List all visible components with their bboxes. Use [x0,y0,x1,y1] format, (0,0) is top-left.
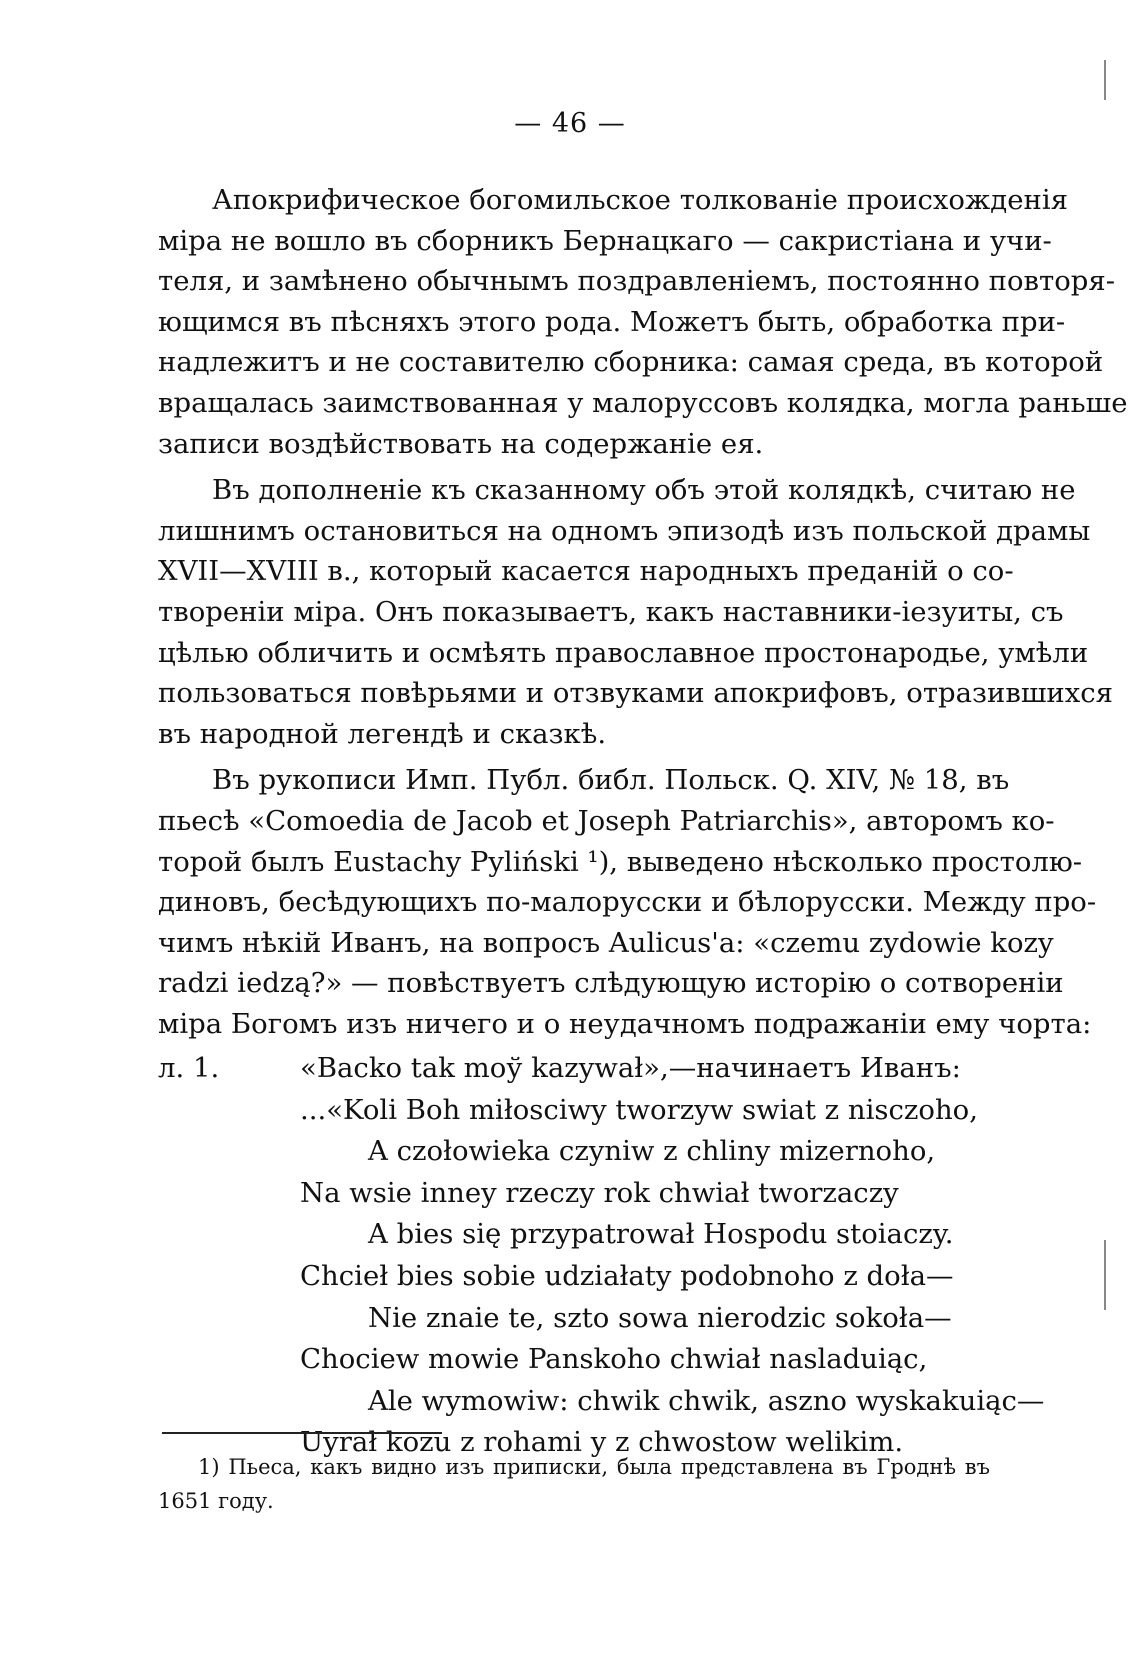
footnote [158,1450,990,1518]
text-line: твореніи міра. Онъ показываетъ, какъ наставники-іезуиты, съ [158,595,1064,628]
text-line: вращалась заимствованная у малоруссовъ колядка, могла раньше [158,386,1128,419]
text-line: записи воздѣйствовать на содержаніе ея. [158,427,764,460]
verse-line: A czołowieka czyniw z chliny mizernoho, [368,1135,936,1168]
text-line: чимъ нѣкій Иванъ, на вопросъ Aulicus'а: «czemu zydowie kozy [158,926,1054,959]
scan-edge-mark [1104,1240,1106,1310]
page-number: — 46 — [514,108,626,139]
text-line: теля, и замѣнено обычнымъ поздравленіемъ, постоянно повторя- [158,265,1116,298]
text-line: Въ дополненіе къ сказанному объ этой колядкѣ, считаю не [212,474,1076,507]
paragraph [158,180,1128,464]
text-line: ющимся въ пѣсняхъ этого рода. Можетъ быть, обработка при- [158,305,1066,338]
text-line: XVII—XVIII в., который касается народныхъ преданій о со- [158,555,1014,588]
paragraph [158,470,1113,754]
scan-edge-mark [1104,60,1106,100]
text-line: пьесѣ «Comoedia de Jacob et Joseph Patriarchis», авторомъ ко- [158,804,1055,837]
verse-line: Na wsie inney rzeczy rok chwiał tworzaczy [300,1176,899,1209]
text-line: лишнимъ остановиться на одномъ эпизодѣ изъ польской драмы [158,514,1091,547]
text-line: цѣлью обличить и осмѣять православное простонародье, умѣли [158,636,1089,669]
verse-line: Nie znaie te, szto sowa nierodzic sokoła— [368,1301,952,1334]
body-text [158,180,1128,1050]
text-line: radzi iedzą?» — повѣствуетъ слѣдующую исторію о сотвореніи [158,967,1064,1000]
verse-lines [300,1048,1045,1464]
text-line: міра Богомъ изъ ничего и о неудачномъ подражаніи ему чорта: [158,1007,1092,1040]
text-line: пользоваться повѣрьями и отзвуками апокрифовъ, отразившихся [158,677,1113,710]
verse-line: ...«Koli Boh miłosciwy tworzyw swiat z nisczoho, [300,1093,978,1126]
text-line: надлежитъ и не составителю сборника: самая среда, въ которой [158,346,1104,379]
verse-line: Chociew mowie Panskoho chwiał nasladuiąc, [300,1343,928,1376]
verse-line: Ale wymowiw: chwik chwik, aszno wyskakuiąc— [368,1384,1045,1417]
text-line: торой былъ Eustachy Pyliński ¹), выведено нѣсколько простолю- [158,845,1083,878]
footnote-divider [162,1432,442,1434]
text-line: Апокрифическое богомильское толкованіе происхожденія [212,184,1068,216]
text-line: міра не вошло въ сборникъ Бернацкаго — сакристіана и учи- [158,224,1052,257]
text-line: диновъ, бесѣдующихъ по-малорусски и бѣлорусски. Между про- [158,886,1097,919]
verse-line: Uyrał kozu z rohami y z chwostow welikim. [300,1426,904,1459]
footnote-line: 1) Пьеса, какъ видно изъ приписки, была представлена въ Гроднѣ въ [198,1455,990,1479]
text-line: Въ рукописи Имп. Публ. библ. Польск. Q. XIV, № 18, въ [212,764,1010,797]
verse-line: Chcieł bies sobie udziałaty podobnoho z doła— [300,1259,954,1292]
paragraph [158,760,1097,1044]
leaf-marker: л. 1. [158,1052,220,1084]
verse-line: A bies się przypatrował Hospodu stoiaczy. [368,1218,954,1251]
footnote-line: 1651 году. [158,1489,274,1513]
text-line: въ народной легендѣ и сказкѣ. [158,717,607,750]
verse-line: «Backo tak moў kazywał»,—начинаетъ Иванъ: [300,1052,961,1084]
